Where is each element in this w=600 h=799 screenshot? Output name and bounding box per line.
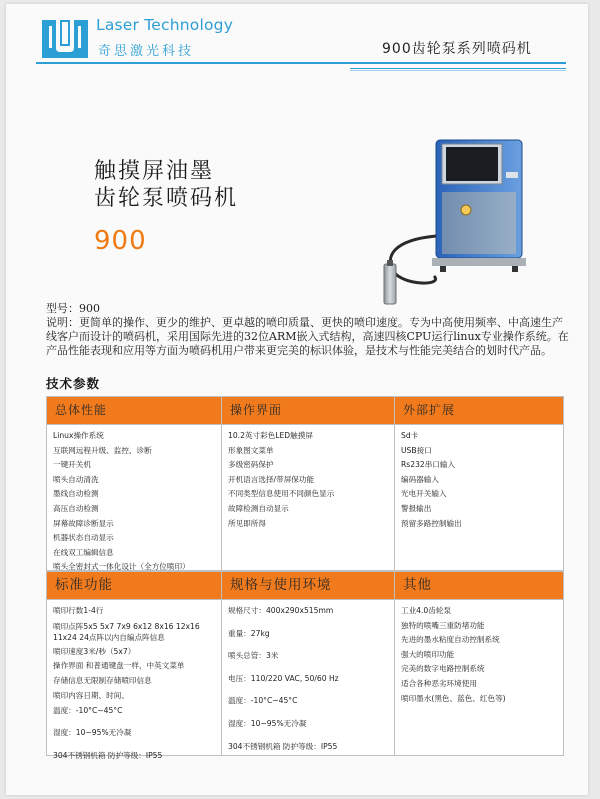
spec-item: 工业4.0齿轮泵 [401, 606, 452, 615]
spec-heading: 技术参数 [46, 376, 101, 391]
spec-item: 形象图文菜单 [228, 445, 274, 455]
spec-column-header: 其他 [395, 572, 563, 600]
spec-column-header: 外部扩展 [395, 397, 563, 425]
spec-item: 编码器输入 [401, 474, 439, 484]
spec-item: 警报输出 [401, 503, 432, 513]
spec-column-header: 操作界面 [222, 397, 394, 425]
spec-item: 湿度：10~95%无冷凝 [53, 728, 132, 738]
spec-item: 独特的喷嘴三重防堵功能 [401, 620, 485, 630]
spec-item: 10.2英寸彩色LED触摸屏 [228, 431, 313, 440]
spec-column-general [47, 397, 222, 570]
spec-column-header: 总体性能 [47, 397, 221, 425]
spec-item: 适合各种恶劣环境使用 [401, 678, 477, 688]
spec-table-top [46, 396, 564, 571]
header-divider [36, 62, 566, 64]
spec-item: 光电开关输入 [401, 489, 447, 499]
spec-item: 喷头全密封式一体化设计（全方位喷印） [53, 562, 190, 572]
product-title-line-1: 触摸屏油墨 [94, 159, 215, 184]
spec-item: 强大的喷印功能 [401, 649, 455, 659]
model-line: 型号：900 [46, 302, 100, 315]
description-text: 说明：更简单的操作、更少的维护、更卓越的喷印质量、更快的喷印速度。专为中高使用频率、中高速生产线客户而设计的喷码机，采用国际先进的32位ARM嵌入式结构，高速四核CPU运行linux专业操作系统。在产品性能表现和应用等方面为喷码机用户带来更完美的标识体验，是技术与性能完美结合的划时代产品。 [46, 316, 569, 357]
spec-item: 喷头总管：3米 [228, 651, 279, 661]
spec-column-header: 标准功能 [47, 572, 221, 600]
datasheet-page [6, 4, 588, 795]
spec-item: 温度：-10°C~45°C [53, 706, 123, 716]
spec-item: 重量：27kg [228, 628, 270, 638]
product-title-line-2: 齿轮泵喷码机 [94, 186, 239, 211]
header-underline [350, 68, 566, 69]
spec-item: 304不锈钢机箱 防护等级：IP55 [53, 750, 163, 760]
document-title: 900齿轮泵系列喷码机 [382, 41, 532, 57]
spec-column-environment [222, 572, 395, 755]
spec-item: 完美的数字电路控制系统 [401, 664, 485, 674]
spec-item: 预留多路控制输出 [401, 518, 462, 528]
spec-column-other [395, 572, 563, 755]
spec-item: 304不锈钢机箱 防护等级：IP55 [228, 741, 338, 751]
spec-column-header: 规格与使用环境 [222, 572, 394, 600]
spec-item: 高压自动检测 [53, 503, 99, 513]
spec-item: 多级密码保护 [228, 460, 274, 470]
spec-item: 喷印速度3米/秒（5x7） [53, 646, 136, 656]
spec-item: 墨线自动检测 [53, 489, 99, 499]
spec-item: 喷印内容日期、时间、 [53, 691, 129, 701]
spec-item: 喷头自动清洗 [53, 474, 99, 484]
spec-item: 温度：-10°C~45°C [228, 696, 298, 706]
spec-item: 一键开关机 [53, 460, 91, 470]
spec-item: 在线双工编辑信息 [53, 547, 114, 557]
brand-name-english: Laser Technology [96, 16, 234, 34]
product-description [46, 302, 571, 358]
spec-item: 操作界面 和普通键盘一样，中英文菜单 [53, 661, 185, 671]
spec-item: 湿度：10~95%无冷凝 [228, 718, 307, 728]
spec-item: 故障检测自动显示 [228, 503, 289, 513]
spec-item: 屏幕故障诊断显示 [53, 518, 114, 528]
spec-item: 喷印墨水(黑色、蓝色、红色等) [401, 693, 506, 703]
header-underline-light [350, 70, 566, 71]
spec-column-expansion [395, 397, 563, 570]
spec-item: 电压：110/220 VAC, 50/60 Hz [228, 673, 339, 683]
spec-item: 规格尺寸：400x290x515mm [228, 606, 334, 615]
spec-item: 喷印行数1-4行 [53, 606, 104, 615]
spec-item: 先进的墨水粘度自动控制系统 [401, 635, 500, 645]
spec-item: 不同类型信息使用不同颜色显示 [228, 489, 335, 499]
spec-item: USB接口 [401, 445, 432, 455]
spec-item: Linux操作系统 [53, 431, 104, 440]
spec-item: 机器状态自动显示 [53, 533, 114, 543]
spec-table-bottom [46, 571, 564, 760]
product-model-number: 900 [94, 226, 147, 256]
spec-item: 存储信息无限制存储喷印信息 [53, 675, 152, 685]
spec-item: Sd卡 [401, 431, 419, 440]
spec-item: 喷印点阵5x5 5x7 7x9 6x12 8x16 12x16 11x24 24点阵以内自编点阵信息 [53, 621, 200, 642]
spec-column-interface [222, 397, 395, 570]
spec-column-standard [47, 572, 222, 760]
laser-logo-icon [40, 18, 90, 60]
spec-item: 所见即所得 [228, 518, 266, 528]
spec-item: 开机语言选择/带屏保功能 [228, 474, 315, 484]
inkjet-printer-machine [374, 136, 534, 308]
brand-name-chinese: 奇思激光科技 [98, 44, 195, 59]
spec-item: 互联网远程升级、监控、诊断 [53, 445, 152, 455]
spec-item: Rs232串口输入 [401, 460, 456, 470]
